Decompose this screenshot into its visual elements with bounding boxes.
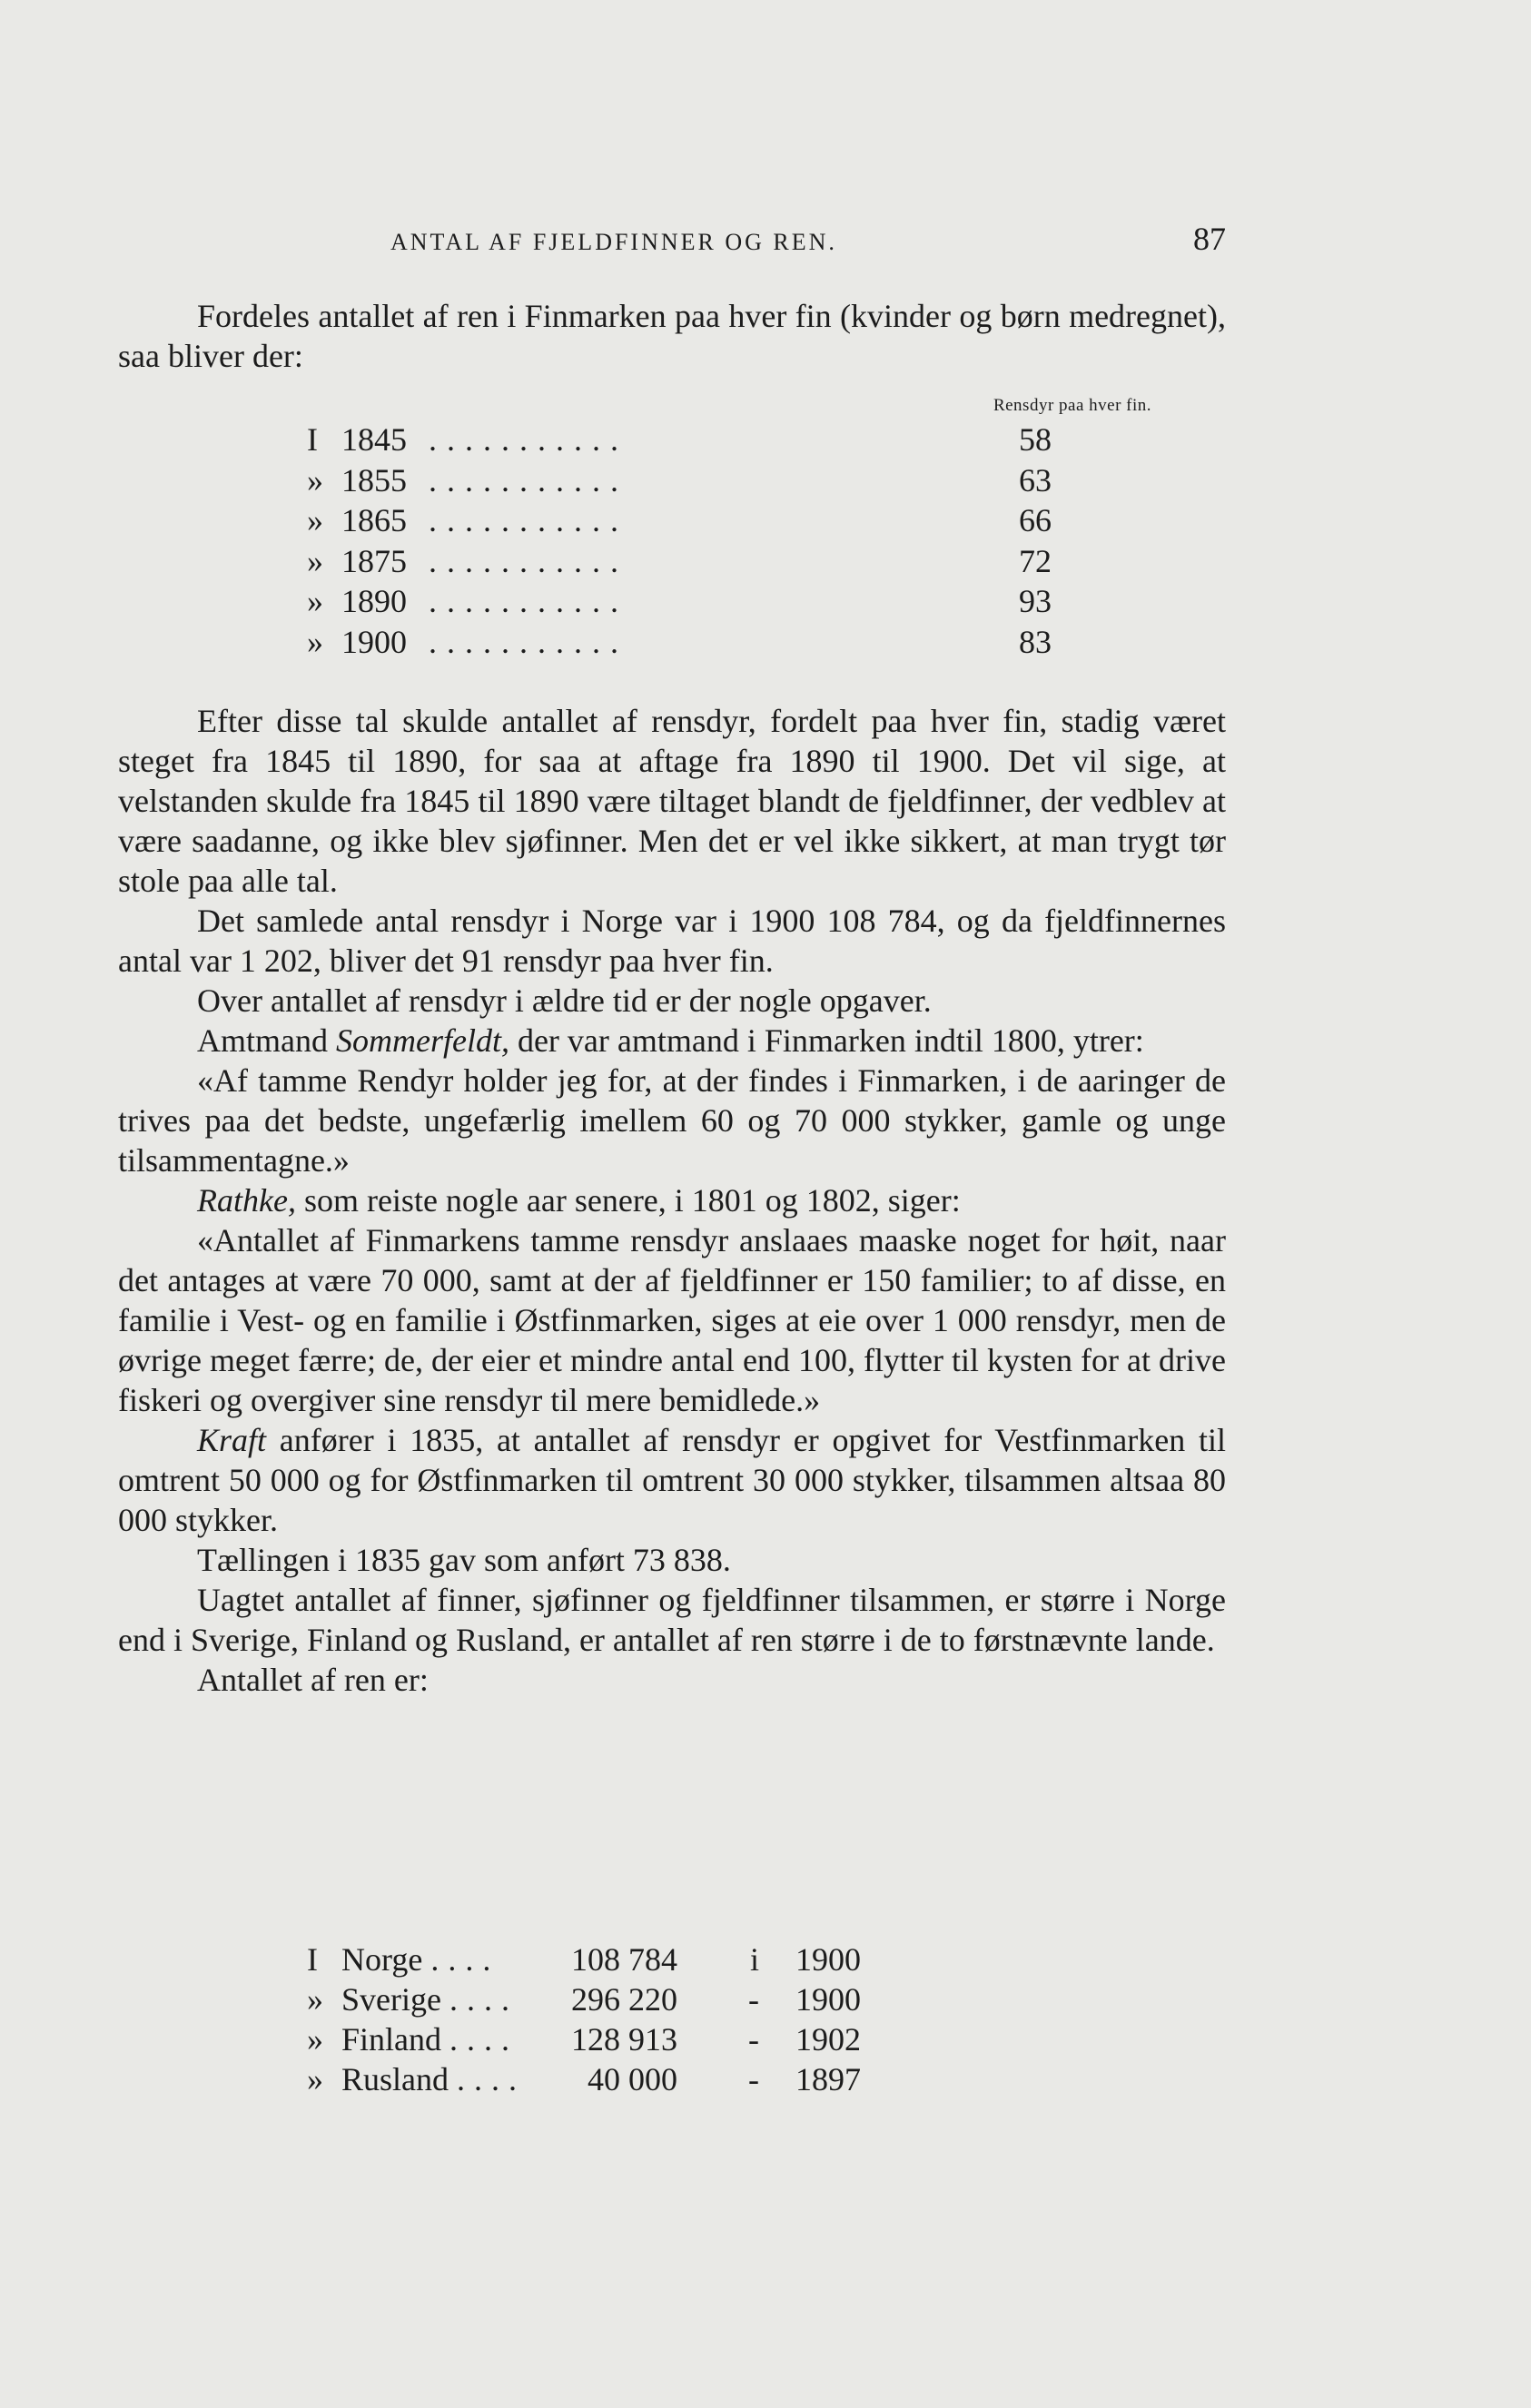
leader-dots: ........... bbox=[429, 502, 628, 538]
year-preposition: - bbox=[748, 2021, 759, 2058]
country-name: Finland bbox=[341, 2021, 442, 2058]
leader-dots: .... bbox=[457, 2061, 527, 2097]
row-value: 93 bbox=[1019, 583, 1052, 619]
row-value: 58 bbox=[1019, 421, 1052, 458]
row-year: 1845 bbox=[341, 421, 407, 458]
running-header bbox=[390, 216, 1226, 262]
country-name: Rusland bbox=[341, 2061, 449, 2097]
country-cell bbox=[341, 1939, 514, 1979]
year-preposition: i bbox=[749, 1941, 759, 1978]
table-row bbox=[307, 2019, 1033, 2059]
reindeer-count: 128 913 bbox=[571, 2021, 677, 2058]
running-title: ANTAL AF FJELDFINNER OG REN. bbox=[390, 229, 837, 255]
quotation: «Af tamme Rendyr holder jeg for, at der findes i Finmarken, i de aaringer de trives paa det bedste, ungefærlig imellem 60 og 70 000 stykker, gamle og unge tilsammentagne.» bbox=[118, 1062, 1226, 1179]
leader-dots: .... bbox=[430, 1941, 500, 1978]
table-row bbox=[307, 1979, 1033, 2019]
row-prefix: » bbox=[307, 502, 323, 538]
year-preposition: - bbox=[748, 2061, 759, 2097]
author-name: Sommerfeldt, bbox=[335, 1022, 509, 1059]
row-prefix: » bbox=[307, 2021, 323, 2058]
count-year: 1900 bbox=[795, 1941, 861, 1978]
paragraph bbox=[118, 1180, 1226, 1220]
leader-dots: .... bbox=[449, 2021, 519, 2058]
reindeer-count: 296 220 bbox=[571, 1981, 677, 2018]
paragraph: Uagtet antallet af finner, sjøfinner og fjeldfinner tilsammen, er større i Norge end i Sverige, Finland og Rusland, er antallet af ren større i de to førstnævnte lande. bbox=[118, 1582, 1226, 1658]
reindeer-count: 108 784 bbox=[571, 1941, 677, 1978]
table-row bbox=[307, 622, 1151, 663]
row-value: 63 bbox=[1019, 461, 1052, 498]
table-row bbox=[307, 419, 1151, 460]
table-row bbox=[307, 460, 1151, 501]
reindeer-count: 40 000 bbox=[588, 2061, 677, 2097]
table-row bbox=[307, 541, 1151, 582]
paragraph: Tællingen i 1835 gav som anført 73 838. bbox=[197, 1542, 731, 1578]
country-name: Sverige bbox=[341, 1981, 441, 2018]
count-year: 1897 bbox=[795, 2061, 861, 2097]
row-year: 1855 bbox=[341, 461, 407, 498]
row-prefix: » bbox=[307, 542, 323, 579]
row-value: 66 bbox=[1019, 502, 1052, 538]
row-prefix: » bbox=[307, 2061, 323, 2097]
body-text bbox=[118, 296, 1226, 376]
paragraph-lead: Amtmand bbox=[197, 1022, 336, 1059]
leader-dots: ........... bbox=[429, 623, 628, 660]
quotation: «Antallet af Finmarkens tamme rensdyr anslaaes maaske noget for høit, naar det antages at være 70 000, samt at der af fjeldfinner er 150 familier; to af disse, en familie i Vest- og en familie i Østfinmarken, siges at eie over 1 000 rensdyr, men de øvrige meget færre; de, der eier et mindre antal end 100, flytter til kysten for at drive fiskeri og overgiver sine rensdyr til mere bemidlede.» bbox=[118, 1222, 1226, 1418]
row-year: 1900 bbox=[341, 623, 407, 660]
paragraph: Efter disse tal skulde antallet af rensdyr, fordelt paa hver fin, stadig været steget fra 1845 til 1890, for saa at aftage fra 1890 til 1900. Det vil sige, at velstanden skulde fra 1845 til 1890 være tiltaget blandt de fjeldfinner, der vedblev at være saadanne, og ikke blev sjøfinner. Men det er vel ikke sikkert, at man trygt tør stole paa alle tal. bbox=[118, 703, 1226, 899]
country-name: Norge bbox=[341, 1941, 423, 1978]
country-cell bbox=[341, 2059, 527, 2099]
table-row bbox=[307, 581, 1151, 622]
leader-dots: ........... bbox=[429, 583, 628, 619]
row-value: 72 bbox=[1019, 542, 1052, 579]
paragraph: Antallet af ren er: bbox=[197, 1662, 429, 1698]
row-prefix: I bbox=[307, 1941, 318, 1978]
intro-paragraph: Fordeles antallet af ren i Finmarken paa hver fin (kvinder og børn medregnet), saa bliver der: bbox=[118, 298, 1226, 374]
leader-dots: .... bbox=[449, 1981, 519, 2018]
row-prefix: I bbox=[307, 421, 318, 458]
row-year: 1865 bbox=[341, 502, 407, 538]
main-text bbox=[118, 701, 1226, 1700]
reindeer-per-fin-table bbox=[307, 392, 1151, 662]
author-name: Kraft bbox=[197, 1422, 267, 1458]
row-value: 83 bbox=[1019, 623, 1052, 660]
table-column-header: Rensdyr paa hver fin. bbox=[993, 396, 1151, 415]
country-cell bbox=[341, 2019, 519, 2059]
page-number: 87 bbox=[1193, 221, 1226, 257]
reindeer-by-country-table bbox=[307, 1939, 1033, 2099]
paragraph: Det samlede antal rensdyr i Norge var i 1900 108 784, og da fjeldfinnernes antal var 1 202, bliver det 91 rensdyr paa hver fin. bbox=[118, 903, 1226, 979]
row-year: 1890 bbox=[341, 583, 407, 619]
paragraph: Over antallet af rensdyr i ældre tid er der nogle opgaver. bbox=[197, 982, 932, 1019]
table-row bbox=[307, 2059, 1033, 2099]
row-prefix: » bbox=[307, 623, 323, 660]
table-row bbox=[307, 500, 1151, 541]
country-cell bbox=[341, 1979, 519, 2019]
count-year: 1900 bbox=[795, 1981, 861, 2018]
row-prefix: » bbox=[307, 461, 323, 498]
paragraph bbox=[118, 1420, 1226, 1540]
paragraph-text: som reiste nogle aar senere, i 1801 og 1802, siger: bbox=[295, 1182, 961, 1219]
table-row bbox=[307, 1939, 1033, 1979]
leader-dots: ........... bbox=[429, 421, 628, 458]
row-prefix: » bbox=[307, 583, 323, 619]
paragraph bbox=[118, 1021, 1226, 1061]
count-year: 1902 bbox=[795, 2021, 861, 2058]
row-year: 1875 bbox=[341, 542, 407, 579]
year-preposition: - bbox=[748, 1981, 759, 2018]
leader-dots: ........... bbox=[429, 542, 628, 579]
paragraph-text: anfører i 1835, at antallet af rensdyr er opgivet for Vestfinmarken til omtrent 50 000 og for Østfinmarken til omtrent 30 000 stykker, tilsammen altsaa 80 000 stykker. bbox=[118, 1422, 1226, 1538]
leader-dots: ........... bbox=[429, 461, 628, 498]
author-name: Rathke, bbox=[197, 1182, 296, 1219]
paragraph-text: der var amtmand i Finmarken indtil 1800, ytrer: bbox=[509, 1022, 1144, 1059]
row-prefix: » bbox=[307, 1981, 323, 2018]
